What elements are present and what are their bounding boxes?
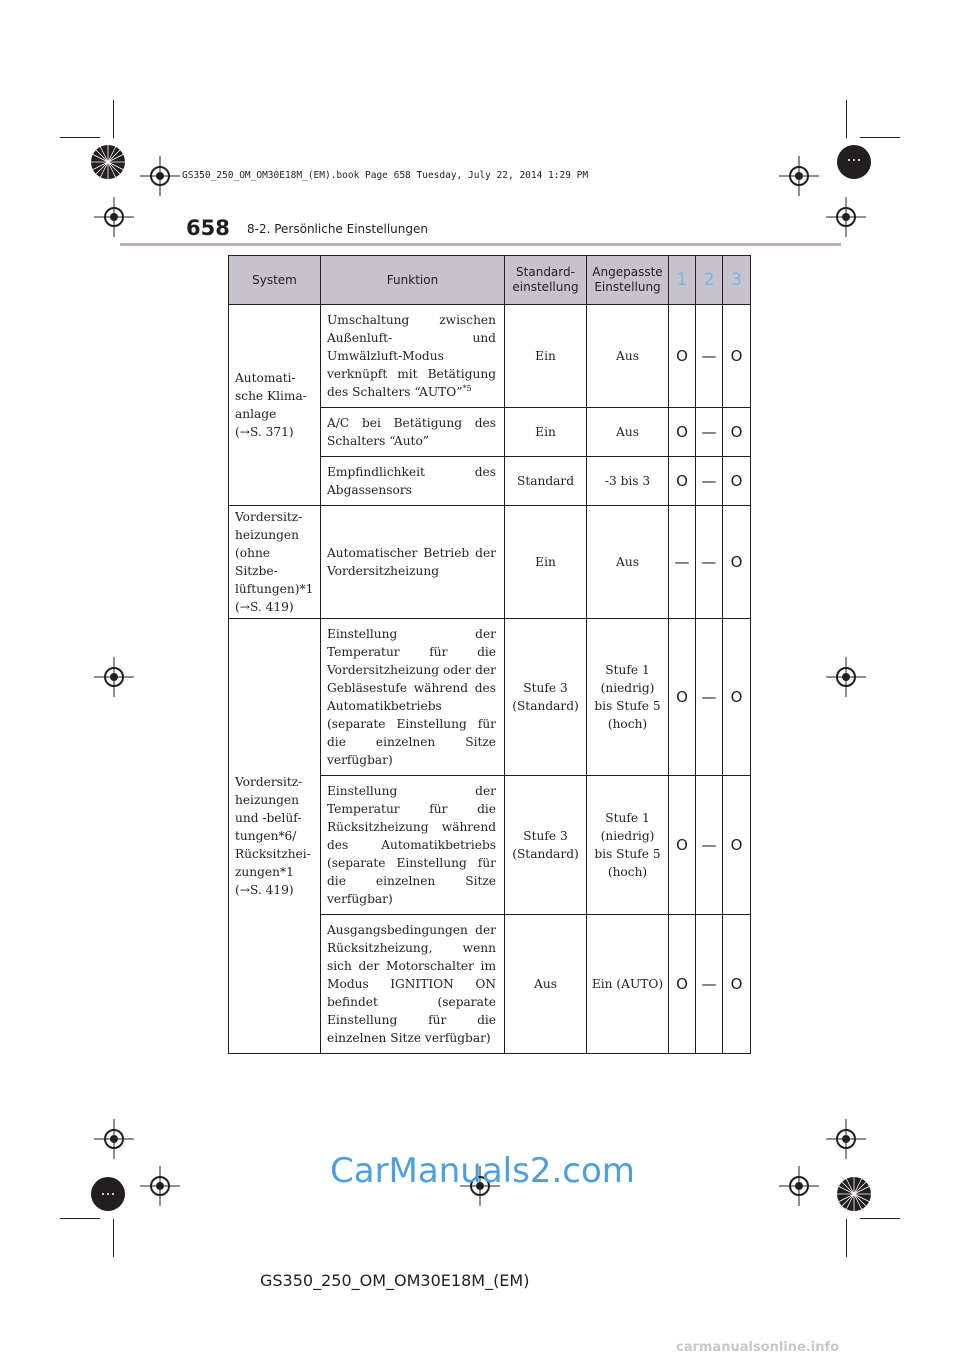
footnote-marker: *5 [462,383,472,393]
circled-number-3-icon: 3 [731,269,742,290]
mark-cell-2: — [696,506,723,619]
crop-line [846,1219,847,1257]
custom-cell: Stufe 1 (niedrig) bis Stufe 5 (hoch) [587,619,669,776]
section-title: 8-2. Persönliche Einstellungen [247,222,428,236]
registration-mark-right-top [826,197,866,241]
function-cell: Empfindlichkeit des Abgassensors [321,457,505,506]
mark-cell-3: O [723,776,751,915]
mark-cell-1: O [669,457,696,506]
header-system: System [229,256,321,305]
function-cell: Einstellung der Temperatur für die Vordersitzheizung oder der Gebläsestufe während des Automatikbetriebs (separate Einstellung für die einzelnen Sitze verfügbar) [321,619,505,776]
dot-mark-bottom-left [90,1176,126,1216]
system-cell-seat-heaters-ventilation [229,619,321,1054]
custom-cell: Ein (AUTO) [587,915,669,1054]
header-default-line1: Standard- [516,265,575,279]
custom-cell: -3 bis 3 [587,457,669,506]
default-cell: Ein [505,305,587,408]
header-custom-line2: Einstellung [594,280,661,294]
circled-number-1-icon: 1 [676,269,688,290]
crop-line [113,100,114,138]
starburst-mark-bottom-right [836,1176,872,1216]
system-line: Automati- [235,371,296,385]
header-default [505,256,587,305]
mark-cell-2: — [696,457,723,506]
footer-code: GS350_250_OM_OM30E18M_(EM) [260,1271,530,1290]
mark-cell-3: O [723,506,751,619]
header-col-1 [669,256,696,305]
system-line: heizungen [235,528,299,542]
function-cell: Automatischer Betrieb der Vordersitzheizung [321,506,505,619]
system-line: (→S. 371) [235,425,294,439]
custom-cell: Aus [587,408,669,457]
registration-mark-left-top [94,197,134,241]
system-cell-front-seat-heaters [229,506,321,619]
system-line: sche Klima- [235,389,307,403]
system-line: lüftungen)*1 [235,582,314,596]
function-cell [321,305,505,408]
system-line: (ohne Sitzbe- [235,546,278,578]
default-cell: Aus [505,915,587,1054]
mark-cell-1: O [669,619,696,776]
system-line: Vordersitz- [235,775,303,789]
registration-mark-top-right [779,156,819,200]
mark-cell-1: O [669,305,696,408]
header-default-line2: einstellung [512,280,579,294]
registration-mark-bottom-left [140,1166,180,1210]
system-line: (→S. 419) [235,600,294,614]
mark-cell-2: — [696,915,723,1054]
starburst-mark-top-left [90,144,126,184]
system-line: tungen*6/ [235,829,297,843]
header-rule [120,243,841,246]
header-custom-line1: Angepasste [592,265,663,279]
mark-cell-2: — [696,776,723,915]
function-cell: Einstellung der Temperatur für die Rücksitzheizung während des Automatikbetriebs (separate Einstellung für die einzelnen Sitze verfügbar) [321,776,505,915]
system-line: zungen*1 [235,865,294,879]
mark-cell-3: O [723,915,751,1054]
mark-cell-1: O [669,776,696,915]
system-line: Rücksitzhei- [235,847,311,861]
custom-cell: Aus [587,506,669,619]
mark-cell-1: O [669,915,696,1054]
default-cell: Ein [505,408,587,457]
function-cell: A/C bei Betätigung des Schalters “Auto” [321,408,505,457]
circled-number-2-icon: 2 [703,269,715,290]
dot-mark-top-right [836,144,872,184]
crop-line [113,1219,114,1257]
mark-cell-3: O [723,619,751,776]
table-row [229,506,751,619]
table-row [229,305,751,408]
registration-mark-right-middle [826,657,866,701]
crop-line [60,1218,100,1219]
function-text: Umschaltung zwischen Außenluft- und Umwälzluft-Modus verknüpft mit Betätigung des Schalters “AUTO” [327,313,496,399]
default-cell: Standard [505,457,587,506]
system-line: heizungen [235,793,299,807]
registration-mark-left-bottom [94,1119,134,1163]
default-cell: Ein [505,506,587,619]
crop-line [60,137,100,138]
mark-cell-2: — [696,408,723,457]
registration-mark-right-bottom [826,1119,866,1163]
function-cell: Ausgangsbedingungen der Rücksitzheizung, wenn sich der Motorschalter im Modus IGNITION ON befindet (separate Einstellung für die einzelnen Sitze verfügbar) [321,915,505,1054]
default-cell: Stufe 3 (Standard) [505,776,587,915]
system-line: (→S. 419) [235,883,294,897]
default-cell: Stufe 3 (Standard) [505,619,587,776]
crop-line [846,100,847,138]
crop-line [860,137,900,138]
custom-cell: Stufe 1 (niedrig) bis Stufe 5 (hoch) [587,776,669,915]
watermark-site: carmanualsonline.info [676,1340,840,1355]
system-cell-climate [229,305,321,506]
watermark-logo: CarManuals2.com [330,1151,635,1191]
crop-line [860,1218,900,1219]
settings-table [228,255,751,1054]
system-line: und -belüf- [235,811,302,825]
registration-mark-top-left [140,156,180,200]
registration-mark-bottom-right [779,1166,819,1210]
book-file-tag: GS350_250_OM_OM30E18M_(EM).book Page 658 Tuesday, July 22, 2014 1:29 PM [182,170,589,181]
table-row [229,619,751,776]
header-function: Funktion [321,256,505,305]
system-line: anlage [235,407,277,421]
system-line: Vordersitz- [235,510,303,524]
mark-cell-3: O [723,305,751,408]
header-custom [587,256,669,305]
page-number: 658 [186,216,230,240]
custom-cell: Aus [587,305,669,408]
mark-cell-3: O [723,457,751,506]
mark-cell-2: — [696,619,723,776]
header-col-3 [723,256,751,305]
mark-cell-3: O [723,408,751,457]
mark-cell-1: — [669,506,696,619]
header-col-2 [696,256,723,305]
mark-cell-2: — [696,305,723,408]
table-header-row [229,256,751,305]
mark-cell-1: O [669,408,696,457]
registration-mark-left-middle [94,657,134,701]
